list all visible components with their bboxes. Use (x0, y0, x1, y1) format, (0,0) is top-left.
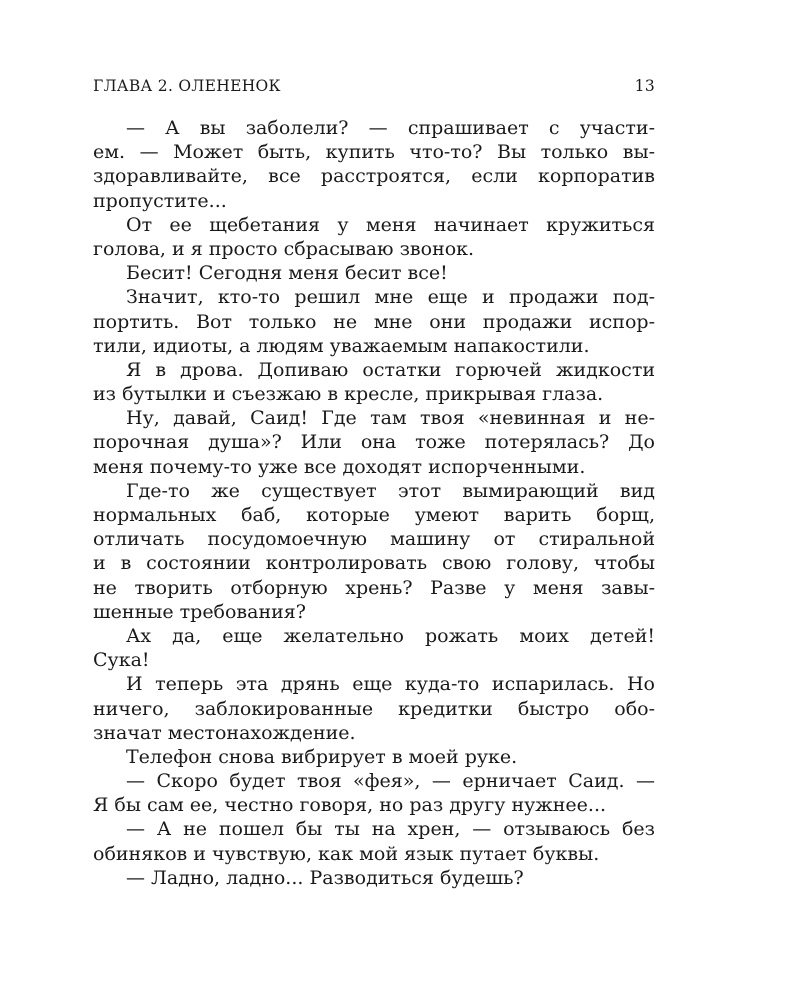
text-line: Где-то же существует этот вымирающий вид (126, 479, 655, 502)
text-line: Я в дрова. Допиваю остатки горючей жидкости (126, 358, 655, 381)
paragraph (93, 116, 655, 213)
paragraph (93, 745, 655, 769)
text-line: пропустите... (93, 189, 227, 212)
text-line: порочная душа»? Или она тоже потерялась? До (93, 431, 655, 454)
text-line: и в состоянии контролировать свою голову, чтобы (93, 552, 655, 575)
text-line: меня почему-то уже все доходят испорченными. (93, 455, 586, 478)
text-line: значат местонахождение. (93, 721, 356, 744)
text-line: Ах да, еще желательно рожать моих детей! (126, 624, 655, 647)
paragraph (93, 624, 655, 672)
page-number: 13 (634, 77, 655, 95)
paragraph (93, 285, 655, 358)
paragraph (93, 358, 655, 406)
text-line: — Скоро будет твоя «фея», — ерничает Саид. — (126, 770, 655, 793)
paragraph (93, 866, 655, 890)
text-line: портить. Вот только не мне они продажи испор- (93, 310, 655, 333)
text-line: отличать посудомоечную машину от стиральной (93, 528, 655, 551)
text-line: Сука! (93, 649, 150, 672)
book-page (93, 0, 655, 1000)
text-line: Бесит! Сегодня меня бесит все! (126, 262, 448, 285)
text-line: не творить отборную хрень? Разве у меня завы- (93, 576, 655, 599)
text-line: — А вы заболели? — спрашивает с участи- (126, 117, 655, 139)
text-line: из бутылки и съезжаю в кресле, прикрывая глаза. (93, 383, 604, 406)
paragraph (93, 261, 655, 285)
text-line: нормальных баб, которые умеют варить борщ, (93, 504, 655, 526)
running-head (93, 77, 655, 99)
body-text (93, 116, 655, 890)
paragraph (93, 479, 655, 624)
text-line: ничего, заблокированные кредитки быстро обо- (93, 697, 655, 720)
text-line: — Ладно, ладно... Разводиться будешь? (126, 866, 524, 889)
paragraph (93, 817, 655, 865)
text-line: И теперь эта дрянь еще куда-то испарилась. Но (126, 673, 655, 696)
chapter-title: ГЛАВА 2. ОЛЕНЕНОК (93, 77, 281, 95)
text-line: голова, и я просто сбрасываю звонок. (93, 237, 475, 260)
text-line: тили, идиоты, а людям уважаемым напакостили. (93, 334, 590, 357)
text-line: От ее щебетания у меня начинает кружиться (126, 213, 655, 236)
text-line: Я бы сам ее, честно говоря, но раз другу нужнее... (93, 794, 607, 817)
text-line: — А не пошел бы ты на хрен, — отзываюсь без (126, 818, 655, 841)
text-line: обиняков и чувствую, как мой язык путает буквы. (93, 842, 600, 865)
text-line: Ну, давай, Саид! Где там твоя «невинная и не- (126, 407, 655, 430)
paragraph (93, 769, 655, 817)
text-line: здоравливайте, все расстроятся, если корпоратив (93, 165, 655, 188)
paragraph (93, 672, 655, 745)
paragraph (93, 213, 655, 261)
paragraph (93, 406, 655, 479)
text-line: шенные требования? (93, 600, 306, 623)
text-line: Значит, кто-то решил мне еще и продажи под- (126, 286, 655, 309)
text-line: Телефон снова вибрирует в моей руке. (126, 745, 518, 768)
text-line: ем. — Может быть, купить что-то? Вы только вы- (93, 141, 655, 164)
